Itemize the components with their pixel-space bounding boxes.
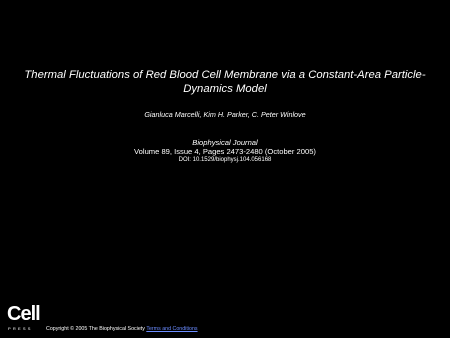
press-logo-word: PRESS bbox=[8, 326, 33, 331]
journal-volume: Volume 89, Issue 4, Pages 2473-2480 (October 2005) bbox=[134, 147, 316, 156]
article-authors: Gianluca Marcelli, Kim H. Parker, C. Peter Winlove bbox=[144, 110, 306, 119]
cell-press-logo bbox=[7, 303, 40, 334]
article-title: Thermal Fluctuations of Red Blood Cell Membrane via a Constant-Area Particle-Dynamics Model bbox=[24, 69, 426, 95]
copyright-text: Copyright © 2005 The Biophysical Society bbox=[46, 326, 145, 332]
journal-info bbox=[0, 138, 450, 164]
journal-name: Biophysical Journal bbox=[192, 138, 258, 147]
journal-doi: DOI: 10.1529/biophysj.104.056168 bbox=[178, 157, 272, 163]
cell-logo-word: Cell bbox=[7, 303, 40, 325]
footer bbox=[46, 326, 198, 332]
terms-and-conditions-link[interactable]: Terms and Conditions bbox=[146, 326, 198, 332]
